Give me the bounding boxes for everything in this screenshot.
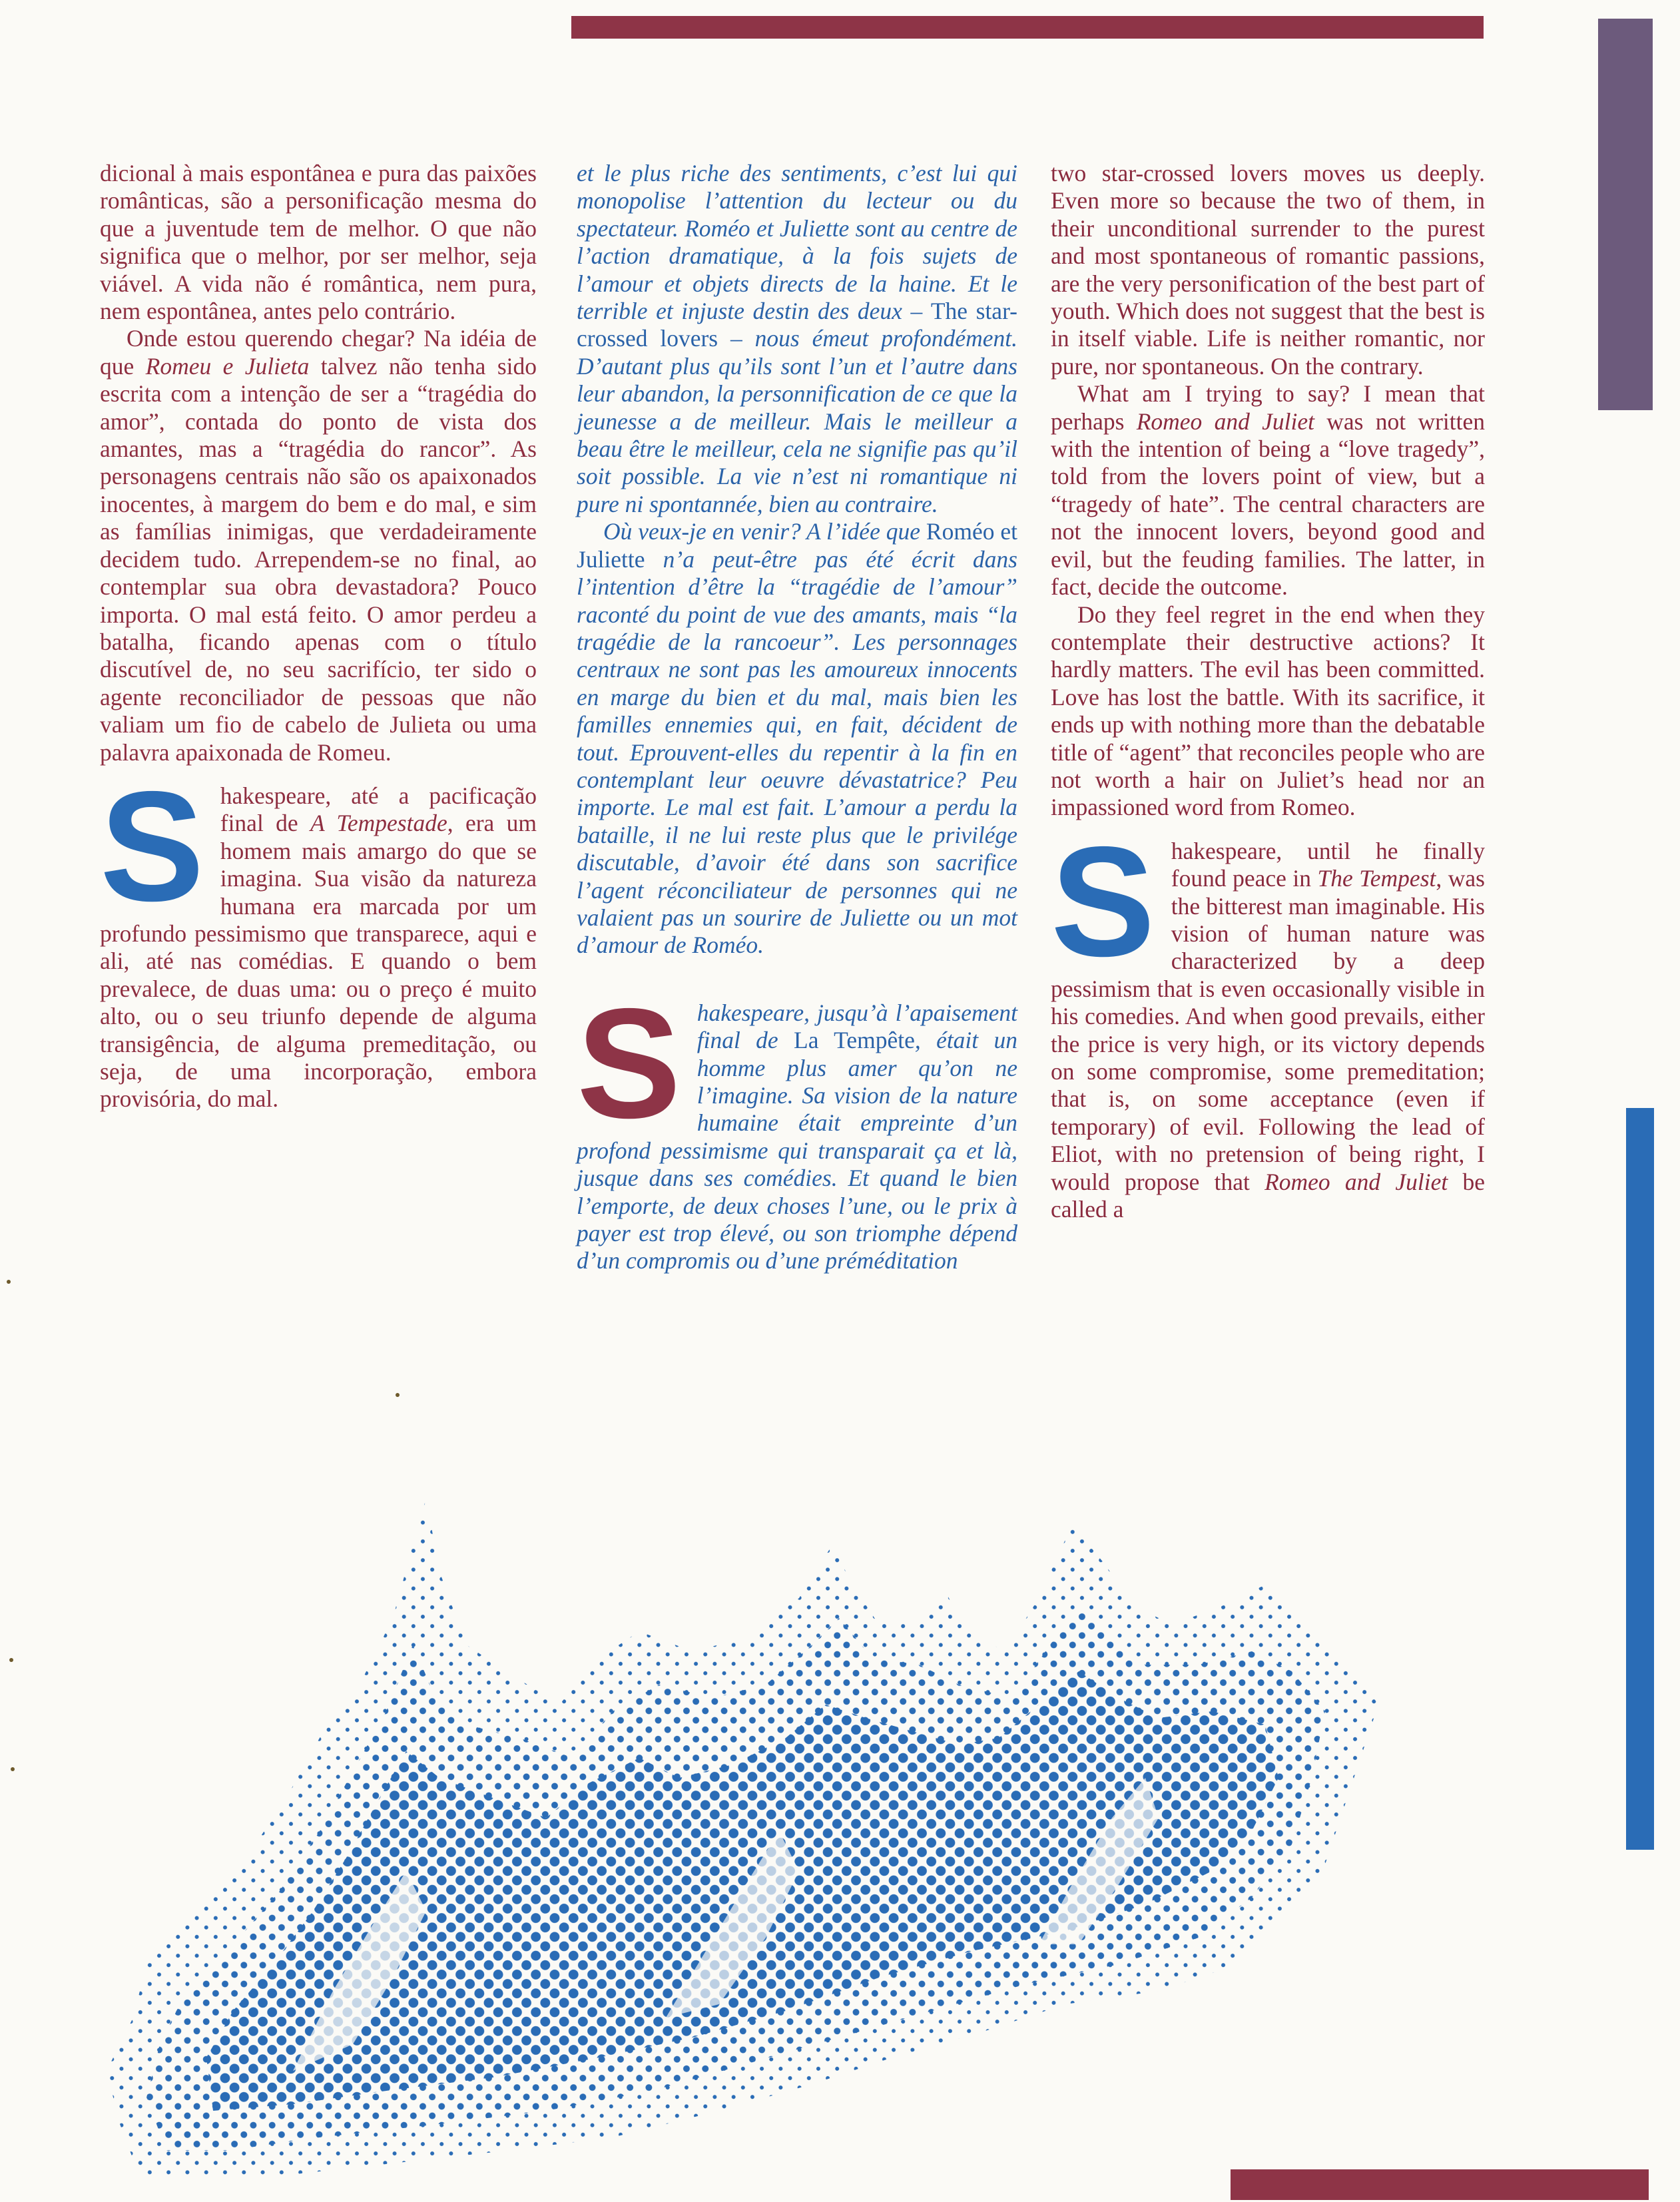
text-run: hakespeare, jusqu’à l’apaisement final de [697,999,1017,1054]
english-quote: The star-crossed lovers [577,298,1018,352]
text-run: Où veux-je en venir? A l’idée que [603,518,926,545]
text-run: What am I trying to say? I mean that perhaps [1051,380,1485,435]
text-run: Onde estou querendo chegar? Na idéia de que [100,325,537,380]
right-blue-bar [1626,1108,1654,1850]
text-run: , était un homme plus amer qu’on ne l’imagine. Sa vision de la nature humaine était empreinte d’un profond pessimisme qui transparait ça et là, jusque dans ses comédies. Et quand le bien l’emporte, de deux choses l’une, ou le prix à payer est trop élevé, ou son triomphe dépend d’un compromis ou d’une préméditation [577,1027,1017,1274]
text-run: , era um homem mais amargo do que se imagina. Sua visão da natureza humana era marcada por um profundo pessimismo que transparece, aqui e ali, até nas comédias. E quando o bem prevalece, de duas uma: ou o preço é muito alto, ou o seu triunfo depende de alguma transigência, de alguma premeditação, ou seja, de uma incorporação, embora provisória, do mal. [100,810,537,1113]
text-run: hakespeare, até a pacificação final de [220,782,537,837]
english-paragraph-4 [1051,813,1485,1224]
drop-cap: S [100,758,204,934]
english-paragraph-1: two star-crossed lovers moves us deeply. Even more so because the two of them, in their unconditional surrender to the purest and most spontaneous of romantic passions, are the very personification of the best part of youth. Which does not suggest that the best is in itself viable. Life is neither romantic, nor pure, nor spontaneous. On the contrary. [1051,160,1485,380]
portuguese-paragraph-1: dicional à mais espontânea e pura das paixões românticas, são a personificação mesma do que a juventude tem de melhor. O que não significa que o melhor, por ser melhor, seja viável. A vida não é romântica, nem pura, nem espontânea, antes pelo contrário. [100,160,537,325]
play-title: Romeo and Juliet [1264,1168,1448,1195]
drop-cap: S [577,975,681,1151]
portuguese-paragraph-3 [100,758,537,1113]
french-paragraph-3 [577,975,1017,1275]
english-paragraph-3: Do they feel regret in the end when they contemplate their destructive actions? It hardly matters. The evil has been committed. Love has lost the battle. With its sacrifice, it ends up with nothing more than the debatable title of “agent” that reconciles people who are not worth a hair on Juliet’s head nor an impassioned word from Romeo. [1051,601,1485,821]
right-purple-bar [1598,19,1653,410]
print-speck [11,1767,15,1771]
play-title: The Tempest [1317,865,1436,892]
print-speck [9,1658,13,1662]
play-title: A Tempestade [310,810,447,837]
portuguese-column [100,160,537,1113]
text-run: talvez não tenha sido escrita com a intenção de ser a “tragédia do amor”, contada do ponto de vista dos amantes, mas a “tragédia do rancor”. As personagens centrais não são os apaixonados inocentes, à margem do bem e do mal, e sim as famílias inimigas, que verdadeiramente decidem tudo. Arrependem-se no final, ao contemplar sua obra devastadora? Pouco importa. O mal está feito. O amor perdeu a batalha, ficando apenas com o título discutível de, no seu sacrifício, ter sido o agente reconciliador de pessoas que não valiam um fio de cabelo de Julieta ou uma palavra apaixonada de Romeu. [100,352,537,766]
drop-cap: S [1051,813,1155,989]
play-title: La Tempête [794,1027,915,1054]
english-paragraph-2 [1051,380,1485,601]
play-title: Romeo and Juliet [1136,408,1314,435]
play-title: Roméo et Juliette [577,518,1017,573]
print-speck [396,1393,400,1397]
top-crimson-bar [571,16,1484,39]
english-column [1051,160,1485,1223]
french-paragraph-2 [577,518,1017,960]
text-run: – nous émeut profondément. D’autant plus qu’ils sont l’un et l’autre dans leur abandon, la personnification de ce que la jeunesse a de meilleur. Mais le meilleur a beau être le meilleur, cela ne signifie pas qu’il soit possible. La vie n’est ni romantique ni pure ni spontannée, bien au contraire. [577,325,1018,517]
text-run: be called a [1051,1168,1485,1223]
text-run: was not written with the intention of being a “love tragedy”, told from the lovers point of view, but a “tragedy of hate”. The central characters are not the innocent lovers, beyond good and evil, but the feuding families. The latter, in fact, decide the outcome. [1051,408,1485,601]
portuguese-paragraph-2 [100,325,537,766]
text-run: hakespeare, until he finally found peace in [1171,837,1485,892]
print-speck [7,1280,11,1284]
french-column [577,160,1017,1275]
play-title: Romeu e Julieta [145,352,310,380]
text-run: n’a peut-être pas été écrit dans l’intention d’être la “tragédie de l’amour” raconté du point de vue des amants, mais “la tragédie de la rancoeur”. Les personnages centraux ne sont pas les amoureux innocents en marge du bien et du mal, mais bien les familles ennemies qui, en fait, décident de tout. Eprouvent-elles du repentir à la fin en contemplant leur oeuvre dévastatrice? Peu importe. Le mal est fait. L’amour a perdu la bataille, il ne lui reste plus que le privilége discutable, d’avoir été dans son sacrifice l’agent réconciliateur de personnes qui ne valaient pas un sourire de Juliette ou un mot d’amour de Roméo. [577,545,1017,959]
french-paragraph-1 [577,160,1017,518]
text-run: et le plus riche des sentiments, c’est lui qui monopolise l’attention du lecteur ou du spectateur. Roméo et Juliette sont au centre de l’action dramatique, à la fois sujets de l’amour et objets directs de la haine. Et le terrible et injuste destin des deux – [577,160,1017,325]
text-run: , was the bitterest man imaginable. His vision of human nature was characterized by a deep pessimism that is even occasionally visible in his comedies. And when good prevails, either the price is very high, or its victory depends on some compromise, some premeditation; that is, on some acceptance (even if temporary) of evil. Following the lead of Eliot, with no pretension of being right, I would propose that [1051,865,1485,1195]
halftone-flames-illustration [93,1485,1425,2197]
